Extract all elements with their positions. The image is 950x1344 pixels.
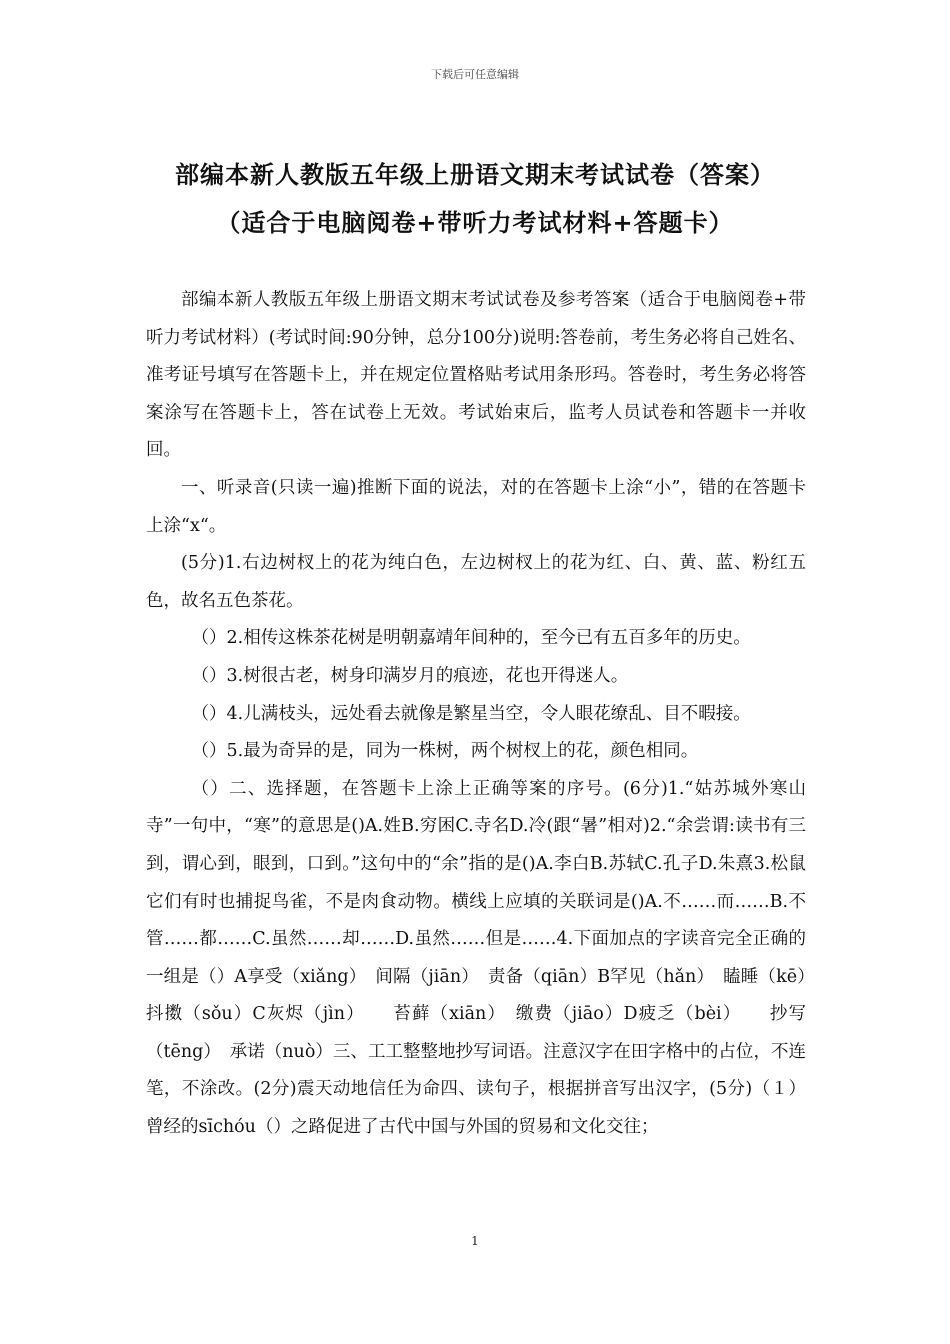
document-title-line2: （适合于电脑阅卷+带听力考试材料+答题卡） [216,209,734,237]
section-1-heading: 一、听录音(只读一遍)推断下面的说法，对的在答题卡上涂“小”，错的在答题卡上涂“x“。 [146,477,806,536]
question-item-4: （）4.儿满枝头，远处看去就像是繁星当空，令人眼花缭乱、目不暇接。 [191,703,751,724]
question-item-5: （）5.最为奇异的是，同为一株树，两个树杈上的花，颜色相同。 [191,741,699,762]
intro-paragraph: 部编本新人教版五年级上册语文期末考试试卷及参考答案（适合于电脑阅卷+带听力考试材料）(考试时间:90分钟，总分100分)说明:答卷前，考生务必将自己姓名、准考证号填写在答题卡上，并在规定位置格贴考试用条形玛。答卷时，考生务必将答案涂写在答题卡上，答在试卷上无效。考试始束后，监考人员试卷和答题卡一并收回。 [146,290,806,461]
document-title-line1: 部编本新人教版五年级上册语文期末考试试卷（答案） [175,161,775,189]
question-item-1: (5分)1.右边树杈上的花为纯白色，左边树杈上的花为红、白、黄、蓝、粉红五色，故名五色茶花。 [146,553,806,611]
page-number: 1 [471,1234,479,1248]
question-item-2: （）2.相传这株茶花树是明朝嘉靖年间种的，至今已有五百多年的历史。 [191,628,751,649]
section-2-paragraph: （）二、选择题，在答题卡上涂上正确等案的序号。(6分)1.“姑苏城外寒山寺”一句中，“寒”的意思是()A.姓B.穷困C.寺名D.冷(跟“暑”相对)2.“余尝谓:读书有三到，谓心到，眼到，口到。”这句中的“余”指的是()A.李白B.苏轼C.孔子D.朱熹3.松鼠它们有时也捕捉鸟雀，不是肉食动物。横线上应填的关联词是()A.不……而……B.不管……都……C.虽然……却……D.虽然……但是……4.下面加点的字读音完全正确的一组是（）A享受（xiǎng） 间隔（jiān） 责备（qiān）B罕见（hǎn） 瞌睡（kē） 抖擞（sǒu）C灰烬（jìn） 苔藓（xiān） 缴费（jiāo）D疲乏（bèi） 抄写（tēng） 承诺（nuò）三、工工整整地抄写词语。注意汉字在田字格中的占位，不连笔，不涂改。(2分)震天动地信任为命四、读句子，根据拼音写出汉字，(5分)（１）曾经的sīchóu（）之路促进了古代中国与外国的贸易和文化交往； [146,778,824,1138]
header-note: 下载后可任意编辑 [431,68,519,81]
document-body [146,282,824,1147]
question-item-3: （）3.树很古老，树身印满岁月的痕迹，花也开得迷人。 [191,665,629,686]
